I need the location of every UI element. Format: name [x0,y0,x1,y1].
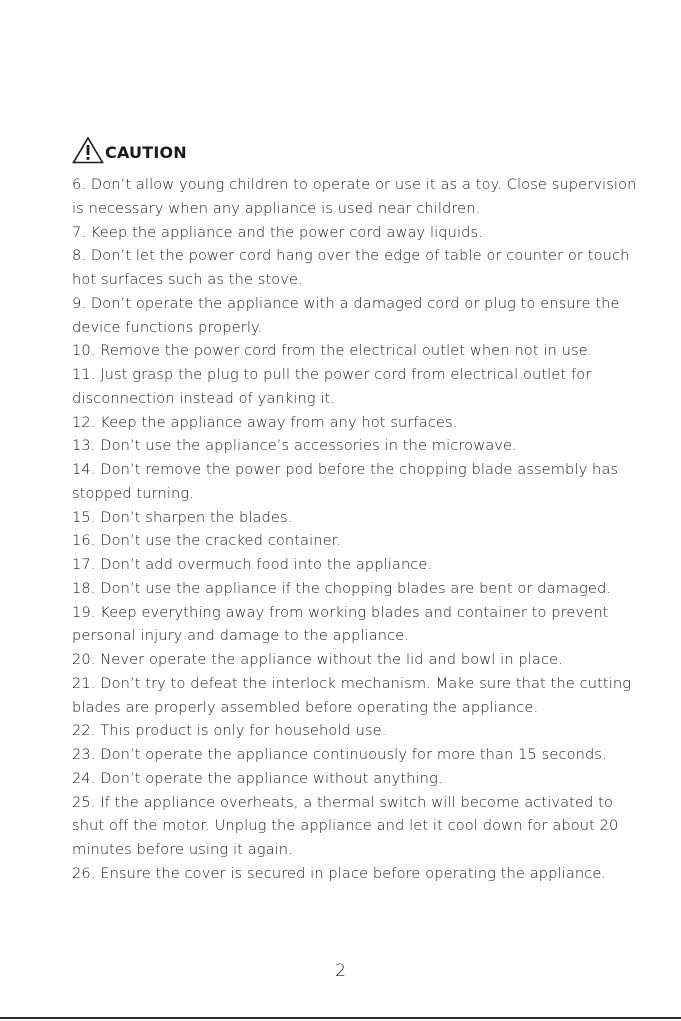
caution-item: 13. Don’t use the appliance’s accessories in the microwave. [72,437,517,455]
caution-item: 21. Don’t try to defeat the interlock mechanism. Make sure that the cutting blades are properly assembled before operating the appliance. [72,674,632,716]
caution-item: 25. If the appliance overheats, a thermal switch will become activated to shut off the motor. Unplug the appliance and let it cool down for about 20 minutes before using it again. [72,793,619,858]
caution-item: 26. Ensure the cover is secured in place before operating the appliance. [72,864,607,882]
page-number: 2 [335,961,346,981]
caution-item: 14. Don’t remove the power pod before the chopping blade assembly has stopped turning. [72,461,619,502]
caution-item: 18. Don’t use the appliance if the chopping blades are bent or damaged. [72,579,612,597]
caution-item: 24. Don’t operate the appliance without anything. [72,769,443,787]
caution-item: 23. Don’t operate the appliance continuously for more than 15 seconds. [72,746,607,763]
caution-item: 6. Don’t allow young children to operate or use it as a toy. Close supervision is necessary when any appliance is used near children. [72,176,637,217]
caution-heading [72,132,187,164]
caution-item: 10. Remove the power cord from the electrical outlet when not in use. [72,342,593,360]
warning-triangle-icon [72,136,104,164]
caution-item: 11. Just grasp the plug to pull the power cord from electrical outlet for disconnection instead of yanking it. [72,366,592,407]
caution-item: 7. Keep the appliance and the power cord away liquids. [72,223,483,241]
caution-item: 22. This product is only for household use. [72,722,387,740]
caution-item: 9. Don’t operate the appliance with a damaged cord or plug to ensure the device functions properly. [72,294,620,336]
caution-item: 8. Don’t let the power cord hang over the edge of table or counter or touch hot surfaces such as the stove. [72,247,630,288]
caution-items-list [72,173,642,886]
caution-item: 16. Don’t use the cracked container. [72,532,342,550]
caution-item: 15. Don’t sharpen the blades. [72,508,293,526]
caution-item: 20. Never operate the appliance without the lid and bowl in place. [72,651,563,668]
caution-item: 19. Keep everything away from working blades and container to prevent personal injury and damage to the appliance. [72,603,609,645]
caution-item: 17. Don’t add overmuch food into the appliance. [72,556,433,573]
bottom-rule [0,1017,681,1019]
caution-item: 12. Keep the appliance away from any hot surfaces. [72,413,458,431]
caution-label: CAUTION [105,143,187,162]
